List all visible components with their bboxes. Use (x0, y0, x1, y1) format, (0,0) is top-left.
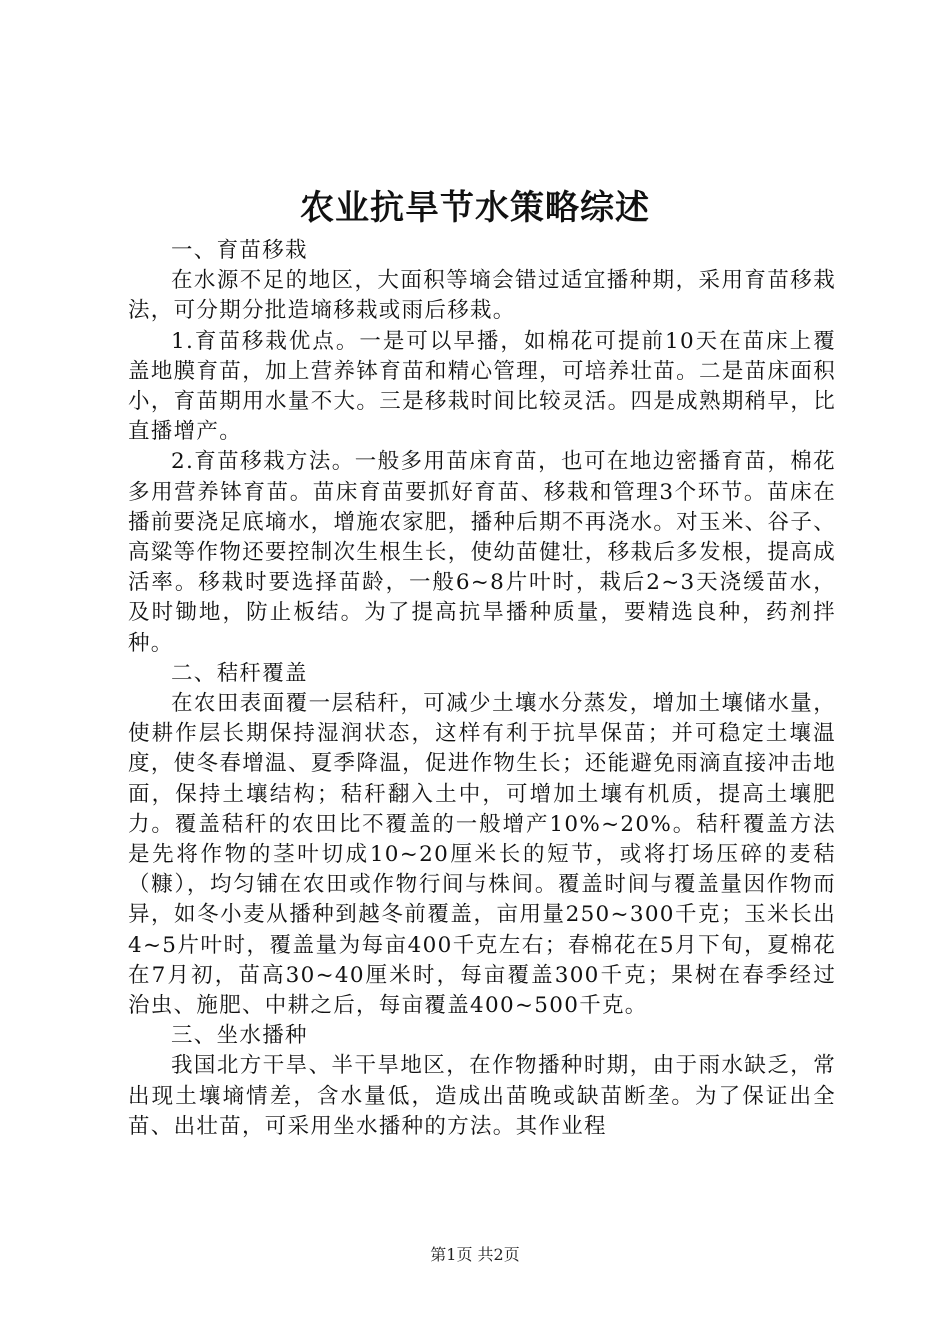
section-heading-1: 一、育苗移栽 (171, 238, 308, 263)
document-body (128, 236, 836, 1142)
page-number-footer: 第1页 共2页 (430, 1245, 520, 1264)
section-heading-3: 三、坐水播种 (171, 1023, 308, 1049)
section-heading-2: 二、秸秆覆盖 (171, 660, 308, 686)
paragraph: 2.育苗移栽方法。一般多用苗床育苗，也可在地边密播育苗，棉花多用营养钵育苗。苗床育苗要抓好育苗、移栽和管理3个环节。苗床在播前要浇足底墒水，增施农家肥，播种后期不再浇水。对玉米、谷子、高粱等作物还要控制次生根生长，使幼苗健壮，移栽后多发根，提高成活率。移栽时要选择苗龄，一般6~8片叶时，栽后2~3天浇缓苗水，及时锄地，防止板结。为了提高抗旱播种质量，要精选良种，药剂拌种。 (128, 449, 836, 656)
paragraph: 1.育苗移栽优点。一是可以早播，如棉花可提前10天在苗床上覆盖地膜育苗，加上营养钵育苗和精心管理，可培养壮苗。二是苗床面积小，育苗期用水量不大。三是移栽时间比较灵活。四是成熟期稍早，比直播增产。 (128, 328, 836, 445)
paragraph: 我国北方干旱、半干旱地区，在作物播种时期，由于雨水缺乏，常出现土壤墒情差，含水量低，造成出苗晚或缺苗断垄。为了保证出全苗、出壮苗，可采用坐水播种的方法。其作业程 (128, 1053, 836, 1139)
paragraph: 在农田表面覆一层秸秆，可减少土壤水分蒸发，增加土壤储水量，使耕作层长期保持湿润状态，这样有利于抗旱保苗；并可稳定土壤温度，使冬春增温、夏季降温，促进作物生长；还能避免雨滴直接冲击地面，保持土壤结构；秸秆翻入土中，可增加土壤有机质，提高土壤肥力。覆盖秸秆的农田比不覆盖的一般增产10%~20%。秸秆覆盖方法是先将作物的茎叶切成10~20厘米长的短节，或将打场压碎的麦秸（糠），均匀铺在农田或作物行间与株间。覆盖时间与覆盖量因作物而异，如冬小麦从播种到越冬前覆盖，亩用量250~300千克；玉米长出4~5片叶时，覆盖量为每亩400千克左右；春棉花在5月下旬，夏棉花在7月初，苗高30~40厘米时，每亩覆盖300千克；果树在春季经过治虫、施肥、中耕之后，每亩覆盖400~500千克。 (128, 691, 836, 1019)
paragraph: 在水源不足的地区，大面积等墒会错过适宜播种期，采用育苗移栽法，可分期分批造墒移栽或雨后移栽。 (128, 268, 836, 324)
document-title: 农业抗旱节水策略综述 (300, 188, 650, 228)
